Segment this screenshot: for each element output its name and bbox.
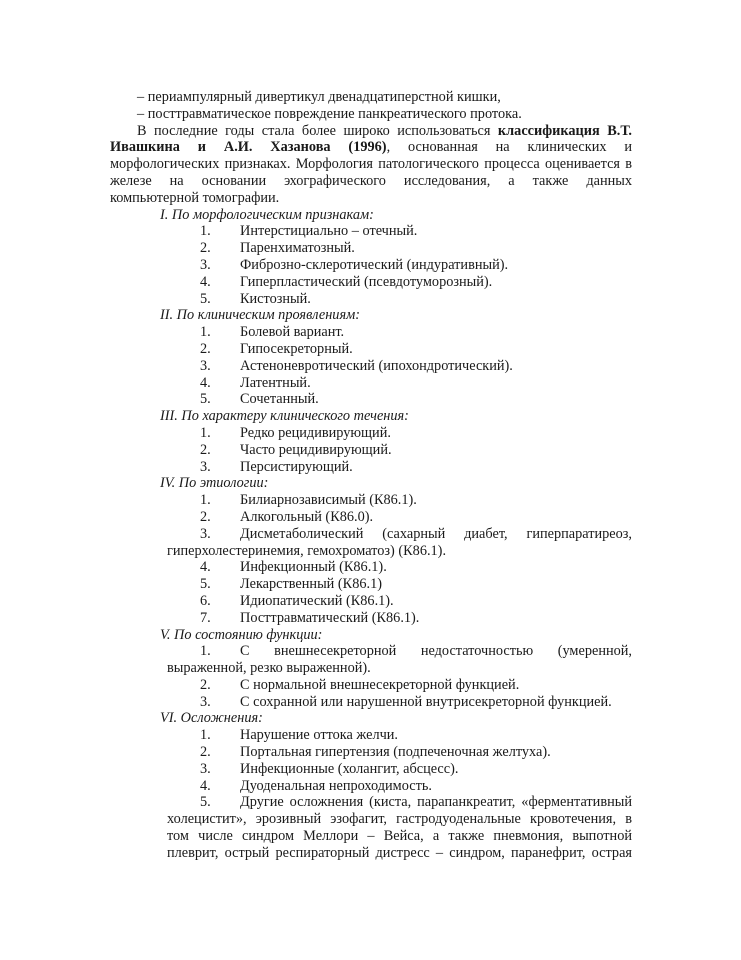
section-title-course: III. По характеру клинического течения: [160, 408, 409, 425]
document-text [110, 89, 632, 862]
item-text-continuation: холецистит», эрозивный эзофагит, гастродуоденальные кровотечения, в [167, 811, 632, 828]
classification-paragraph [110, 123, 632, 207]
paragraph-bold-1: классификация В.Т. [497, 122, 632, 139]
item-text: Билиарнозависимый (К86.1). [240, 492, 417, 509]
intro-line-2: – посттравматическое повреждение панкреатического протока. [137, 105, 522, 122]
item-number: 3. [200, 760, 211, 777]
section-title-function: V. По состоянию функции: [160, 626, 323, 643]
list-item [110, 442, 632, 459]
item-text: Гипосекреторный. [240, 340, 353, 357]
item-number: 6. [200, 592, 211, 609]
item-text-continuation: том числе синдром Меллори – Вейса, а также пневмония, выпотной [167, 828, 632, 845]
list-item [110, 677, 632, 694]
paragraph-line-4: железе на основании эхографического исследования, а также данных [110, 172, 632, 189]
section-title-clinical: II. По клиническим проявлениям: [160, 307, 360, 324]
item-number: 1. [200, 424, 211, 441]
list-item [110, 425, 632, 442]
item-text: Посттравматический (К86.1). [240, 609, 420, 626]
list-item [110, 761, 632, 778]
item-text: Идиопатический (К86.1). [240, 592, 394, 609]
item-text: Лекарственный (К86.1) [240, 576, 382, 593]
item-number: 1. [200, 727, 211, 744]
item-number: 1. [200, 223, 211, 240]
section-title-morphology: I. По морфологическим признакам: [160, 206, 374, 223]
list-item [110, 291, 632, 308]
item-number: 3. [200, 693, 211, 710]
list-item [110, 576, 632, 593]
item-text-continuation: плеврит, острый респираторный дистресс – синдром, паранефрит, острая [167, 844, 632, 861]
list-item [110, 341, 632, 358]
list-item [110, 391, 632, 408]
item-text-continuation: выраженной, резко выраженной). [167, 660, 371, 677]
item-text: Редко рецидивирующий. [240, 424, 391, 441]
list-item [110, 274, 632, 291]
item-text: Инфекционный (К86.1). [240, 559, 387, 576]
list-item [110, 610, 632, 627]
item-number: 5. [200, 290, 211, 307]
list-item [110, 643, 632, 677]
item-number: 2. [200, 744, 211, 761]
item-text: Дуоденальная непроходимость. [240, 777, 432, 794]
list-item [110, 778, 632, 795]
item-number: 4. [200, 777, 211, 794]
item-text: Латентный. [240, 374, 311, 391]
list-item [110, 358, 632, 375]
item-number: 4. [200, 559, 211, 576]
item-text: Дисметаболический (сахарный диабет, гиперпаратиреоз, [240, 525, 632, 542]
item-text: Алкогольный (К86.0). [240, 508, 374, 525]
paragraph-text-1: В последние годы стала более широко использоваться [137, 122, 498, 139]
item-text: Сочетанный. [240, 391, 319, 408]
item-text: Фиброзно-склеротический (индуративный). [240, 256, 509, 273]
item-number: 1. [200, 643, 211, 660]
list-item [110, 794, 632, 861]
item-text: Персистирующий. [240, 458, 353, 475]
item-text: Интерстициально – отечный. [240, 223, 418, 240]
list-item [110, 240, 632, 257]
item-text: Кистозный. [240, 290, 311, 307]
list-item [110, 375, 632, 392]
list-item [110, 593, 632, 610]
item-text: С сохранной или нарушенной внутрисекреторной функцией. [240, 693, 612, 710]
item-number: 5. [200, 794, 211, 811]
item-text: Часто рецидивирующий. [240, 441, 392, 458]
item-number: 3. [200, 357, 211, 374]
section-title-etiology: IV. По этиологии: [160, 475, 269, 492]
paragraph-line-1 [110, 123, 632, 140]
list-item [110, 492, 632, 509]
item-text: Другие осложнения (киста, парапанкреатит, «ферментативный [240, 794, 632, 811]
item-text: Нарушение оттока желчи. [240, 727, 399, 744]
item-number: 3. [200, 256, 211, 273]
list-item [110, 744, 632, 761]
item-number: 1. [200, 324, 211, 341]
paragraph-text-2: , основанная на клинических и [386, 139, 632, 156]
list-item [110, 509, 632, 526]
list-item [110, 459, 632, 476]
item-number: 4. [200, 374, 211, 391]
paragraph-bold-2: Ивашкина и А.И. Хазанова (1996) [110, 139, 387, 156]
item-number: 2. [200, 340, 211, 357]
item-number: 3. [200, 525, 211, 542]
item-number: 2. [200, 508, 211, 525]
list-item [110, 559, 632, 576]
paragraph-line-2 [110, 139, 632, 156]
item-number: 5. [200, 391, 211, 408]
item-text: Астеноневротический (ипохондротический). [240, 357, 513, 374]
item-number: 5. [200, 576, 211, 593]
item-number: 7. [200, 609, 211, 626]
item-number: 1. [200, 492, 211, 509]
item-text: С нормальной внешнесекреторной функцией. [240, 676, 520, 693]
intro-line-1: – периампулярный дивертикул двенадцатиперстной кишки, [137, 89, 501, 105]
list-item [110, 324, 632, 341]
item-text: Инфекционные (холангит, абсцесс). [240, 760, 459, 777]
section-title-complications: VI. Осложнения: [160, 710, 263, 727]
item-text-continuation: гиперхолестеринемия, гемохроматоз) (К86.1). [167, 542, 447, 559]
list-item [110, 526, 632, 560]
item-text: Паренхиматозный. [240, 240, 355, 257]
list-item [110, 694, 632, 711]
item-number: 3. [200, 458, 211, 475]
item-number: 2. [200, 240, 211, 257]
item-number: 2. [200, 676, 211, 693]
list-item [110, 257, 632, 274]
item-number: 2. [200, 441, 211, 458]
item-number: 4. [200, 273, 211, 290]
paragraph-line-3: морфологических признаках. Морфология патологического процесса оценивается в [110, 156, 632, 173]
list-item [110, 727, 632, 744]
item-text: Портальная гипертензия (подпеченочная желтуха). [240, 744, 551, 761]
item-text: С внешнесекреторной недостаточностью (умеренной, [240, 643, 632, 660]
item-text: Гиперпластический (псевдотуморозный). [240, 273, 493, 290]
item-text: Болевой вариант. [240, 324, 345, 341]
paragraph-line-5: компьютерной томографии. [110, 189, 280, 206]
list-item [110, 223, 632, 240]
